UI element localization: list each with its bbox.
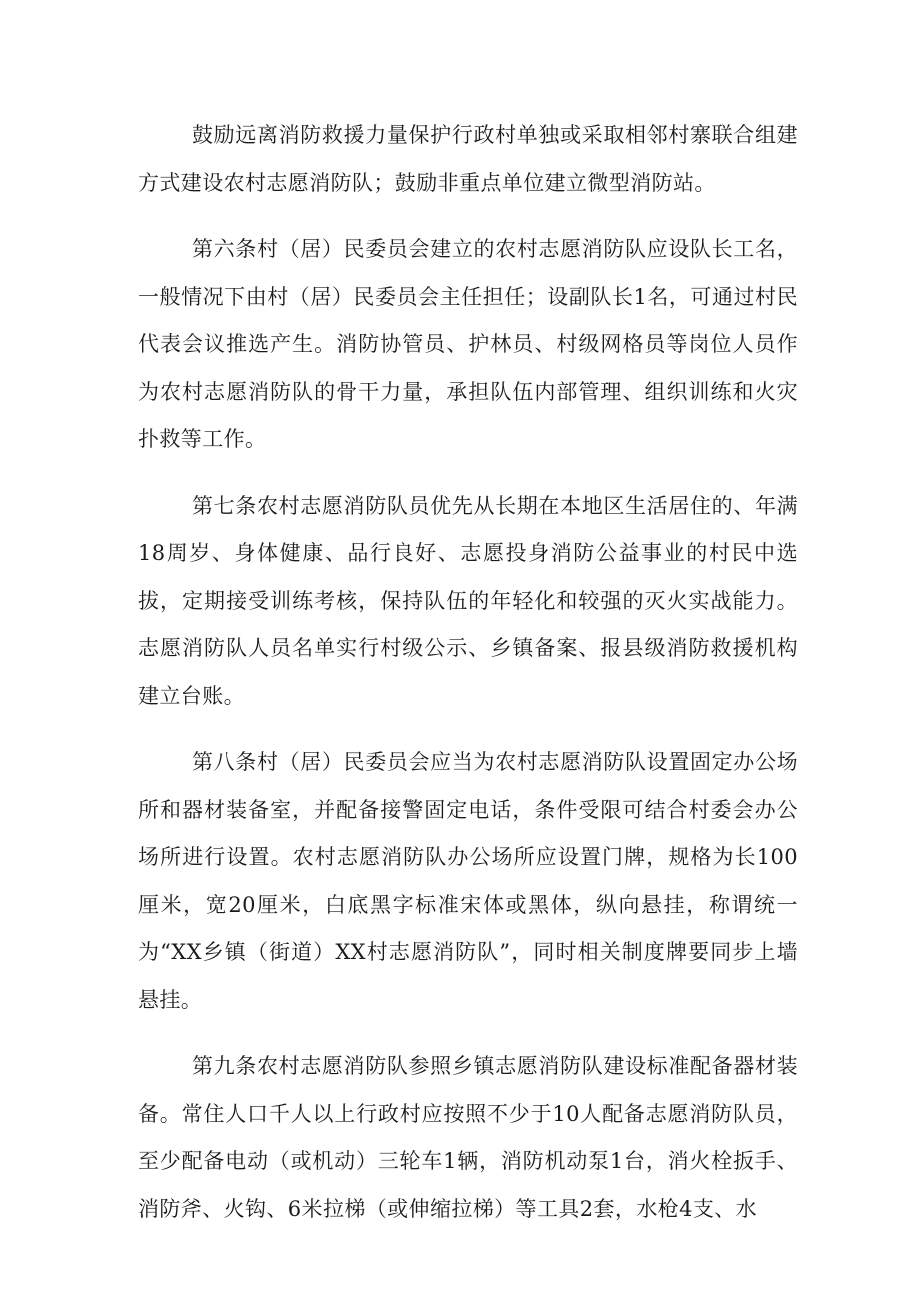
document-body: [138, 112, 798, 1252]
paragraph-encouragement: 鼓励远离消防救援力量保护行政村单独或采取相邻村寨联合组建方式建设农村志愿消防队；鼓励非重点单位建立微型消防站。: [138, 123, 798, 195]
paragraph-article-8: 第八条村（居）民委员会应当为农村志愿消防队设置固定办公场所和器材装备室，并配备接警固定电话，条件受限可结合村委会办公场所进行设置。农村志愿消防队办公场所应设置门牌，规格为长100厘米，宽20厘米，白底黑字标准宋体或黑体，纵向悬挂，称谓统一为“XX乡镇（街道）XX村志愿消防队”，同时相关制度牌要同步上墙悬挂。: [138, 750, 798, 1012]
paragraph-article-9: 第九条农村志愿消防队参照乡镇志愿消防队建设标准配备器材装备。常住人口千人以上行政村应按照不少于10人配备志愿消防队员，至少配备电动（或机动）三轮车1辆，消防机动泵1台，消火栓扳手、消防斧、火钩、6米拉梯（或伸缩拉梯）等工具2套，水枪4支、水: [138, 1054, 798, 1221]
paragraph-article-6: 第六条村（居）民委员会建立的农村志愿消防队应设队长工名，一般情况下由村（居）民委员会主任担任；设副队长1名，可通过村民代表会议推选产生。消防协管员、护林员、村级网格员等岗位人员作为农村志愿消防队的骨干力量，承担队伍内部管理、组织训练和火灾扑救等工作。: [138, 237, 798, 451]
paragraph-article-7: 第七条农村志愿消防队员优先从长期在本地区生活居住的、年满18周岁、身体健康、品行良好、志愿投身消防公益事业的村民中选拔，定期接受训练考核，保持队伍的年轻化和较强的灭火实战能力。志愿消防队人员名单实行村级公示、乡镇备案、报县级消防救援机构建立台账。: [138, 493, 798, 708]
